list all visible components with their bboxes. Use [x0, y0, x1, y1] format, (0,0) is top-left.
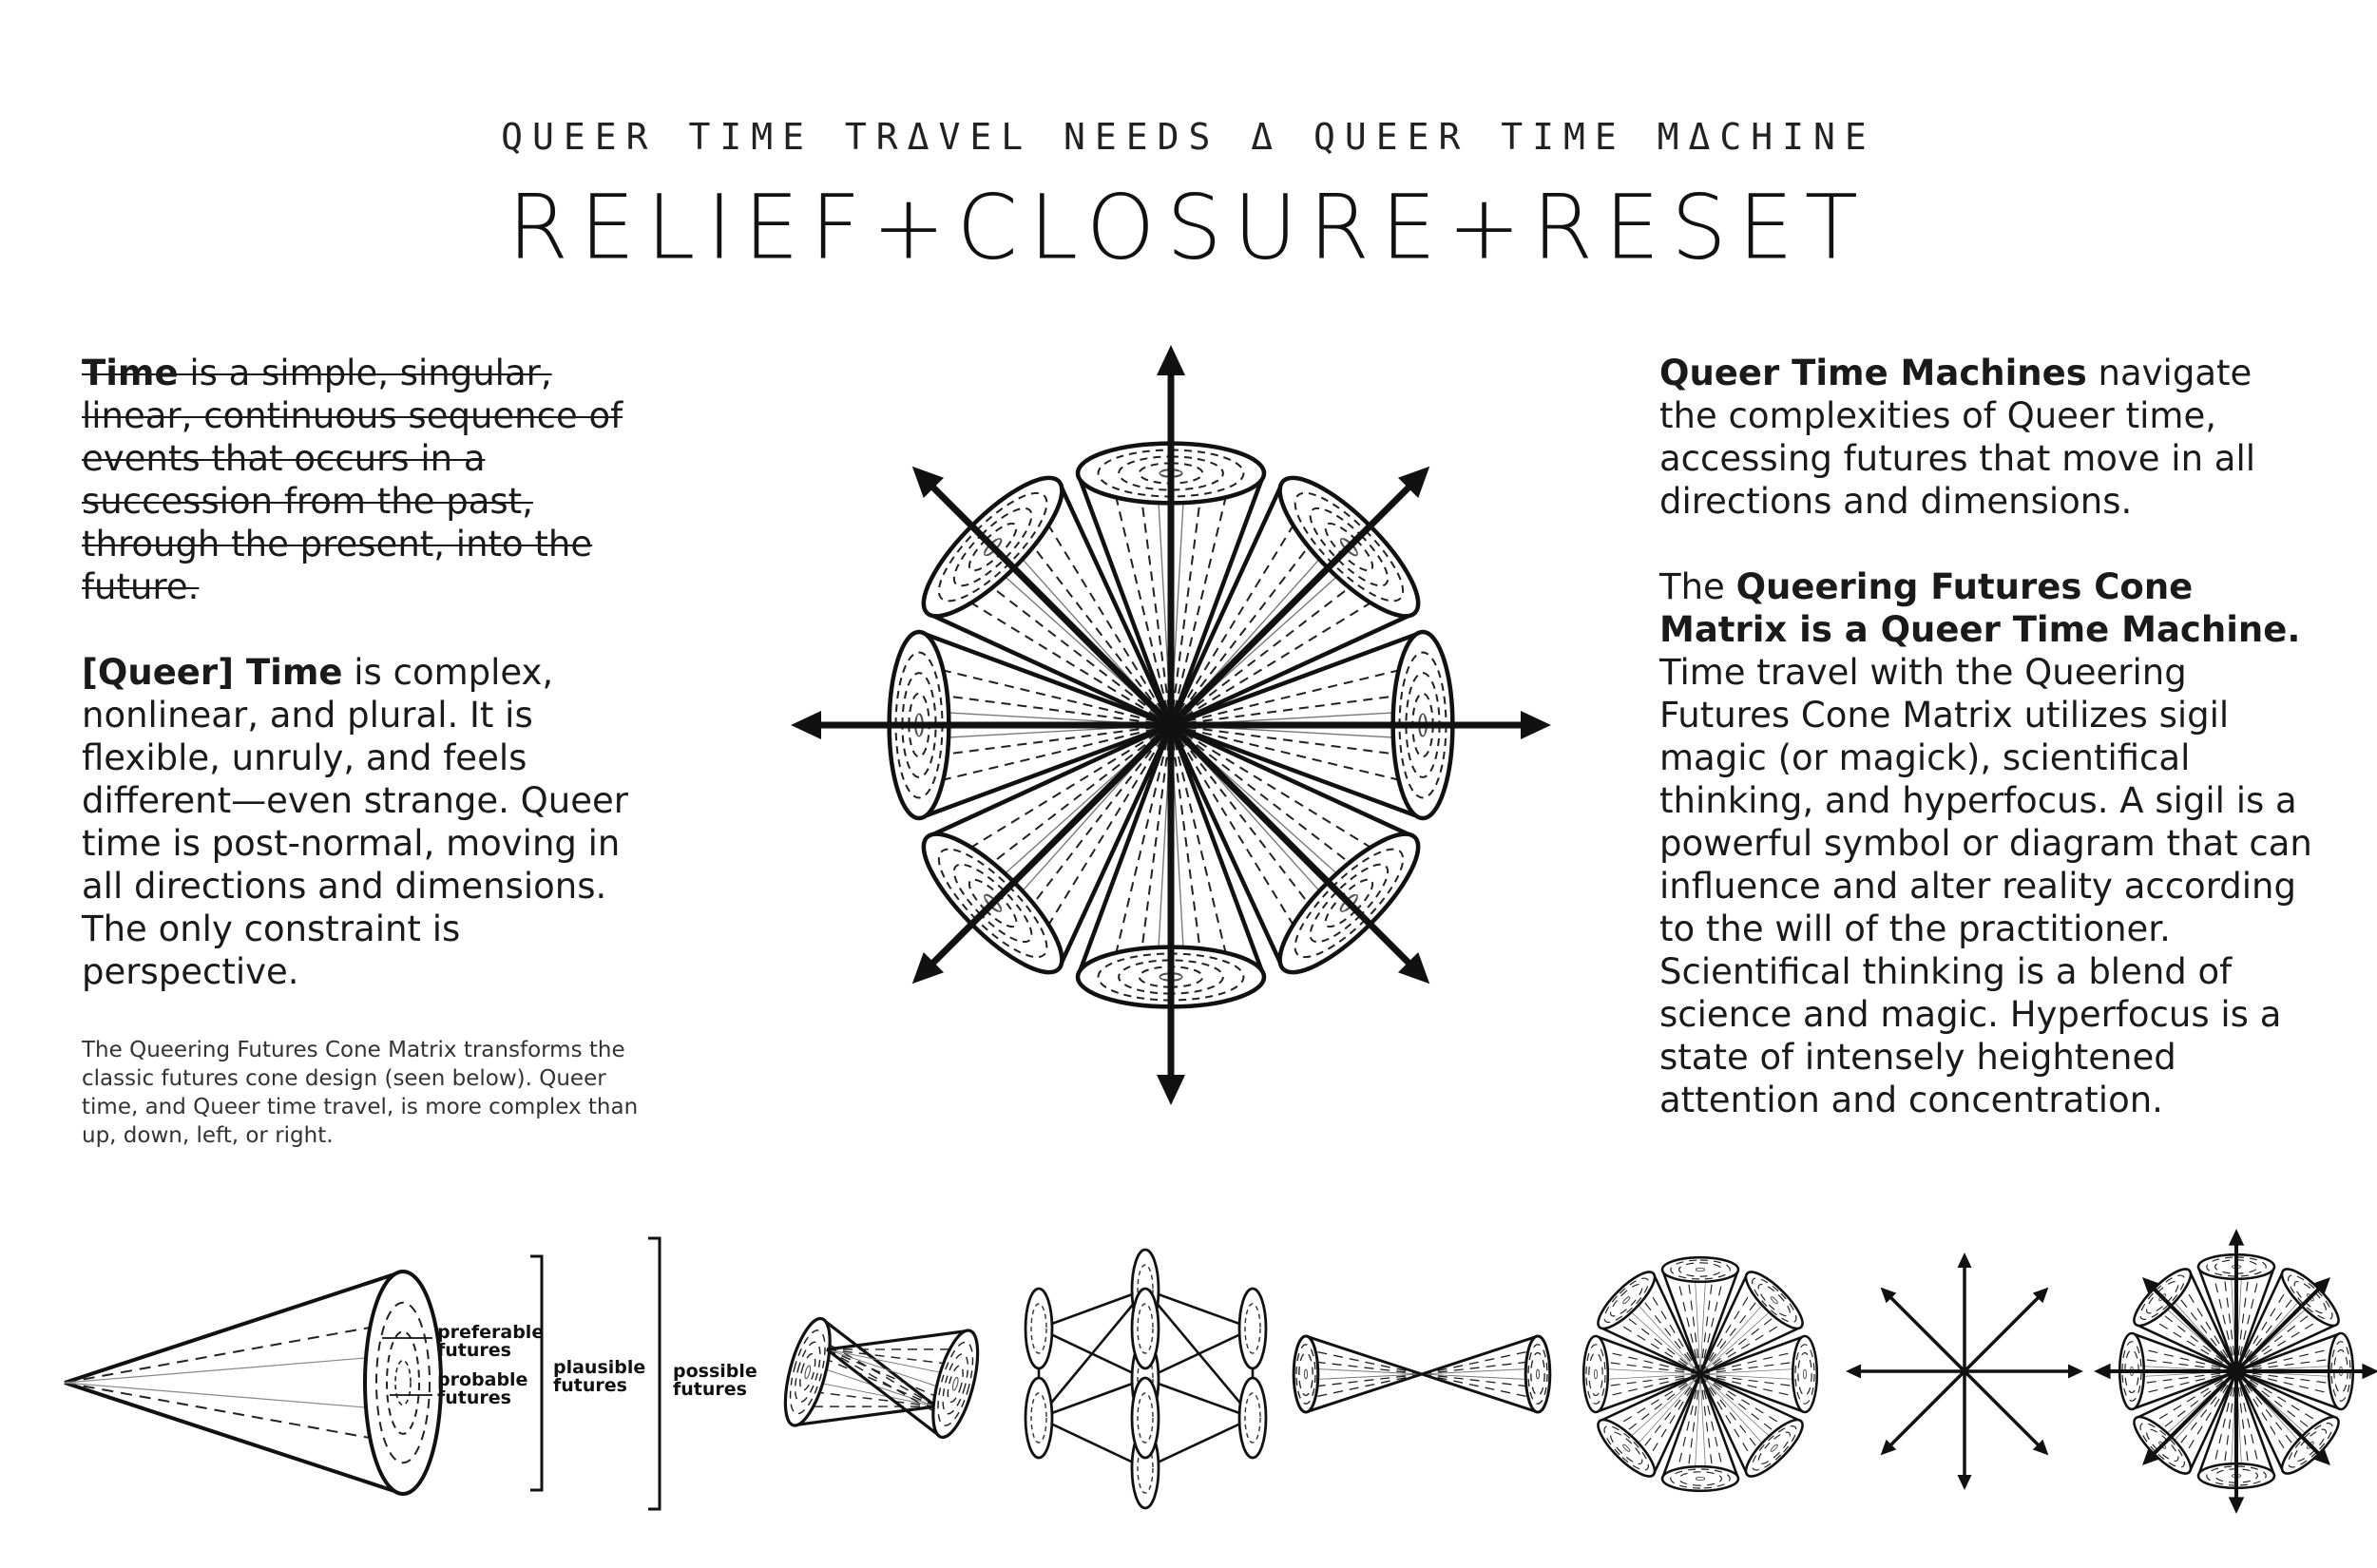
cone-base [1662, 1466, 1738, 1491]
cone-dashed-line [1306, 1374, 1422, 1399]
arrow-shaft [2148, 1371, 2236, 1460]
cone-dashed-line [65, 1383, 403, 1444]
cone-edge [1422, 1374, 1538, 1412]
struck-bold: Time [82, 353, 179, 393]
cone-base [1591, 1265, 1662, 1336]
cone-dashed-line [1171, 725, 1232, 977]
small-arrow [1965, 1365, 2083, 1379]
two-cone-pair [776, 1296, 987, 1460]
arrow-head [2229, 1497, 2245, 1514]
arrow-shaft [2148, 1283, 2236, 1371]
cone-dashed-line [1171, 725, 1423, 786]
cone-edge [65, 1272, 403, 1383]
preferable-label [437, 1324, 544, 1360]
plausible-line-1: plausible [553, 1357, 646, 1378]
arrow-shaft [1965, 1371, 2043, 1450]
preferable-line-1: preferable [437, 1322, 545, 1343]
possible-bracket [648, 1238, 660, 1509]
cone-dashed-line [919, 725, 1171, 786]
possible-line-1: possible [673, 1361, 757, 1382]
cone-base [1294, 1336, 1318, 1412]
grid-cone-base [1239, 1289, 1266, 1368]
small-arrow [1960, 1282, 2054, 1376]
cone-dashed-line [1171, 664, 1423, 725]
grid-cone-base [1132, 1289, 1159, 1368]
grid-cone-base [1026, 1378, 1052, 1458]
possible-label [673, 1363, 757, 1399]
arrow-head [1846, 1365, 1861, 1379]
p1-rest: navigate the complexities of Queer time, accessing futures that move in all directions and dimensions. [1659, 353, 2256, 522]
small-arrow [1960, 1367, 2054, 1461]
arrow-head [1958, 1252, 1972, 1268]
cone-base [1525, 1336, 1550, 1412]
arrow-head [1958, 1475, 1972, 1490]
grid-cone-base [1026, 1289, 1052, 1368]
caption: The Queering Futures Cone Matrix transforms the classic futures cone design (seen below). Queer time, and Queer time travel, is more complex than up, down, left, or right. [82, 1038, 639, 1148]
cone-dashed-line [65, 1322, 403, 1383]
preferable-line-2: futures [437, 1340, 511, 1361]
classic-cone-body [65, 1272, 441, 1494]
cone-edge [1306, 1374, 1422, 1412]
cone-thin-line [65, 1355, 403, 1383]
bowtie-cone [1422, 1336, 1550, 1412]
grid-edge [1039, 1418, 1145, 1468]
plausible-line-2: futures [553, 1375, 627, 1396]
ring-cone [1591, 1265, 1727, 1401]
cone-base [1662, 1257, 1738, 1282]
cone-base [1591, 1412, 1662, 1483]
arrow-shaft [1886, 1371, 1965, 1450]
arrow-head [2362, 1364, 2377, 1380]
plausible-label [553, 1359, 645, 1395]
possible-line-2: futures [673, 1379, 747, 1400]
cone-base [1583, 1336, 1608, 1412]
grid-cone-base [1132, 1378, 1159, 1458]
arrow-shaft [1886, 1292, 1965, 1371]
small-matrix [2094, 1229, 2377, 1514]
subtitle: QUEER TIME TRΔVEL NEEDS Δ QUEER TIME MΔCHINE [501, 116, 1876, 158]
queer-bold: [Queer] Time [82, 652, 343, 693]
arrow-shaft [2236, 1371, 2325, 1460]
cone-thin-line [65, 1383, 403, 1410]
plausible-bracket [530, 1256, 542, 1490]
arrow-head [1521, 711, 1551, 739]
cone-dashed-line [1306, 1349, 1422, 1374]
cone-dashed-line [919, 664, 1171, 725]
cone-dashed-line [1422, 1374, 1538, 1399]
p2-lead: The [1659, 566, 1736, 607]
arrow-head [1157, 1075, 1185, 1105]
small-arrow [1875, 1367, 1969, 1461]
bowtie-cone [1294, 1336, 1422, 1412]
probable-label [437, 1371, 527, 1407]
arrow-head [791, 711, 821, 739]
grid-cone-base [1239, 1378, 1266, 1458]
arrow-head [2229, 1229, 2245, 1246]
arrow-head [2068, 1365, 2083, 1379]
cone-edge [1306, 1336, 1422, 1374]
cone-ring [1583, 1257, 1817, 1491]
ring-cone [1591, 1348, 1727, 1483]
cone-base [1738, 1265, 1810, 1336]
arrow-shaft [1965, 1292, 2043, 1371]
arrow-shaft [2236, 1283, 2325, 1371]
ring-cone [1674, 1348, 1810, 1483]
queer-rest: is complex, nonlinear, and plural. It is flexible, unruly, and feels different—even strange. Queer time is post-normal, moving in all directions and dimensions. The only constraint is perspective. [82, 652, 628, 992]
grid-edge [1145, 1418, 1253, 1468]
cone-edge [1422, 1336, 1538, 1374]
small-arrow [1958, 1252, 1972, 1371]
arrow-head [2094, 1364, 2111, 1380]
cone-grid [1026, 1250, 1266, 1508]
cone-dashed-line [1422, 1349, 1538, 1374]
probable-line-1: probable [437, 1369, 528, 1390]
p2-rest: Time travel with the Queering Futures Cone Matrix utilizes sigil magic (or magick), scientifical thinking, and hyperfocus. A sigil is a powerful symbol or diagram that can influence and alter reality according to the will of the practitioner. Scientifical thinking is a blend of science and magic. Hyperfocus is a state of intensely heightened attention and concentration. [1659, 652, 2312, 1120]
arrow-head [1157, 345, 1185, 375]
small-arrow [1875, 1282, 1969, 1376]
ring-cone [1674, 1265, 1810, 1401]
page-title: RELIEF+CLOSURE+RESET [508, 175, 1869, 280]
cone-dashed-line [1110, 725, 1171, 977]
small-arrow [1958, 1371, 1972, 1490]
probable-line-2: futures [437, 1387, 511, 1408]
cone-base [1792, 1336, 1817, 1412]
bottom-diagram-row [65, 1229, 2377, 1514]
cone-dashed-line [1110, 473, 1171, 725]
cone-edge [65, 1383, 403, 1494]
small-arrow [1846, 1365, 1965, 1379]
p1-bold: Queer Time Machines [1659, 353, 2087, 393]
cone-base [1738, 1412, 1810, 1483]
eight-arrows [1846, 1252, 2083, 1490]
cone-base [924, 1326, 987, 1442]
cone-base [776, 1314, 839, 1430]
cone-dashed-line [1171, 473, 1232, 725]
p2-bold: Queering Futures Cone Matrix is a Queer Time Machine. [1659, 566, 2301, 650]
bow-tie-cones [1294, 1336, 1550, 1412]
struck-rest: is a simple, singular, linear, continuous sequence of events that occurs in a succession from the past, through the present, into the future. [82, 353, 623, 607]
queering-futures-cone-matrix [791, 345, 1551, 1105]
